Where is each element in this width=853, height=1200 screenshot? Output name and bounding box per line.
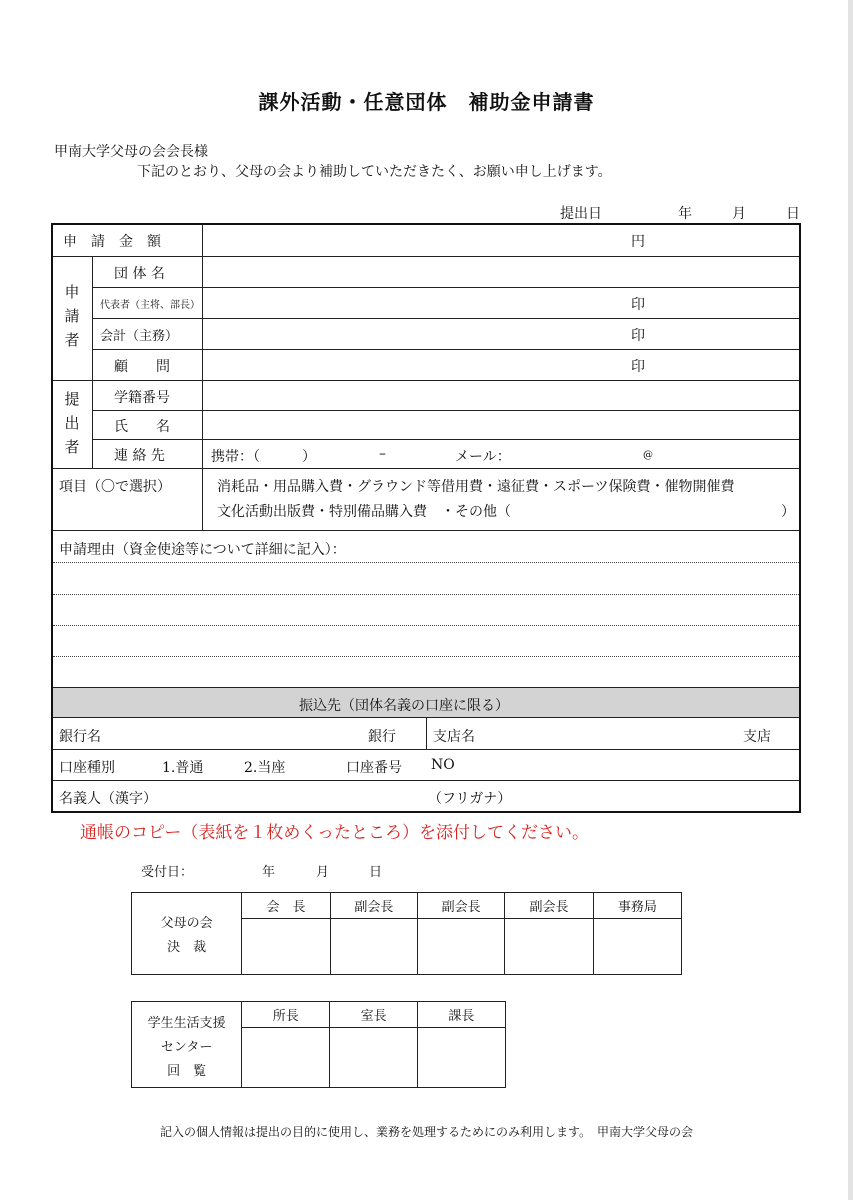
- circulation-header-office-chief: 室長: [330, 1002, 417, 1028]
- circulation-header-section-chief: 課長: [417, 1002, 505, 1028]
- bank-suffix: 銀行: [368, 729, 396, 745]
- privacy-footer: 記入の個人情報は提出の目的に使用し、業務を処理するためにのみ利用します。 甲南大学父母の会: [159, 1125, 694, 1139]
- holder-kana-label: （フリガナ）: [428, 791, 512, 807]
- approval-stamp-box: [242, 919, 330, 975]
- date-year: 年: [678, 206, 692, 222]
- items-line1: 消耗品・用品購入費・グラウンド等借用費・遠征費・スポーツ保険費・催物開催費: [217, 479, 735, 495]
- transfer-header: 振込先（団体名義の口座に限る）: [299, 698, 509, 714]
- representative-stamp: 印: [631, 297, 645, 313]
- bank-label: 銀行名: [59, 729, 101, 745]
- approval-table-center: [131, 1001, 506, 1088]
- addressee: 甲南大学父母の会会長様: [54, 144, 208, 160]
- branch-suffix: 支店: [743, 729, 771, 745]
- reception-day: 日: [369, 865, 383, 880]
- account-type-ordinary: 1.普通: [162, 760, 204, 776]
- approval-stamp-box: [505, 919, 593, 975]
- reception-year: 年: [262, 865, 276, 880]
- advisor-label: 顧 問: [114, 359, 170, 375]
- reason-label: 申請理由（資金使途等について詳細に記入）：: [59, 542, 346, 558]
- amount-unit: 円: [631, 234, 645, 250]
- approval-stamp-box: [418, 919, 505, 975]
- reception-label: 受付日：: [141, 865, 194, 880]
- passbook-notice: 通帳のコピー（表紙を１枚めくったところ）を添付してください。: [80, 823, 589, 843]
- items-line2: 文化活動出版費・特別備品購入費 ・その他（: [217, 504, 511, 520]
- approval-org-label: 父母の会: [160, 915, 213, 931]
- date-month: 月: [732, 206, 746, 222]
- circulation-stamp-box: [330, 1028, 417, 1088]
- form-title: 課外活動・任意団体 補助金申請書: [258, 90, 595, 114]
- group-name-label: 団 体 名: [114, 266, 165, 282]
- reception-month: 月: [316, 865, 330, 880]
- approval-header-vice-3: 副会長: [505, 893, 593, 919]
- circulation-row-label: [132, 1002, 242, 1088]
- circulation-header-director: 所長: [242, 1002, 330, 1028]
- treasurer-stamp: 印: [631, 328, 645, 344]
- advisor-stamp: 印: [631, 359, 645, 375]
- circulation-type-label: 回 覧: [167, 1063, 207, 1079]
- mobile-label: 携帯：（ ）: [211, 449, 316, 465]
- applicant-group-label: 申請者: [64, 283, 80, 349]
- account-number-label: 口座番号: [346, 760, 402, 776]
- items-label: 項目（〇で選択）: [59, 479, 171, 495]
- student-id-label: 学籍番号: [114, 390, 170, 406]
- circulation-org-label-2: センター: [160, 1039, 213, 1055]
- approval-header-vice-1: 副会長: [330, 893, 417, 919]
- approval-header-office: 事務局: [593, 893, 681, 919]
- date-day: 日: [786, 206, 800, 222]
- approval-table-parents: [131, 892, 682, 975]
- amount-label: 申 請 金 額: [63, 234, 161, 250]
- phone-dash: –: [379, 446, 386, 462]
- account-type-current: 2.当座: [244, 760, 286, 776]
- items-close-paren: ）: [781, 504, 795, 520]
- treasurer-label: 会計（主務）: [100, 329, 179, 344]
- mail-label: メール：: [455, 449, 511, 465]
- approval-stamp-box: [593, 919, 681, 975]
- approval-header-president: 会 長: [242, 893, 330, 919]
- approval-header-vice-2: 副会長: [418, 893, 505, 919]
- branch-label: 支店名: [433, 729, 475, 745]
- approval-row-label: [132, 893, 242, 975]
- account-number-prefix: NO: [431, 757, 455, 773]
- holder-label: 名義人（漢字）: [59, 791, 157, 807]
- account-type-label: 口座種別: [59, 760, 115, 776]
- approval-stamp-box: [330, 919, 417, 975]
- contact-label: 連 絡 先: [114, 448, 165, 464]
- circulation-org-label-1: 学生生活支援: [147, 1015, 226, 1031]
- submitter-group-label: 提出者: [64, 390, 80, 456]
- representative-label: 代表者（主将、部長）: [100, 300, 200, 311]
- approval-type-label: 決 裁: [167, 939, 207, 955]
- intro-text: 下記のとおり、父母の会より補助していただきたく、お願い申し上げます。: [137, 164, 612, 180]
- at-mark: @: [643, 450, 653, 461]
- date-label: 提出日: [560, 206, 602, 222]
- page-edge: [848, 0, 853, 1200]
- name-label: 氏 名: [114, 419, 170, 435]
- circulation-stamp-box: [242, 1028, 330, 1088]
- circulation-stamp-box: [417, 1028, 505, 1088]
- application-form: [51, 223, 801, 813]
